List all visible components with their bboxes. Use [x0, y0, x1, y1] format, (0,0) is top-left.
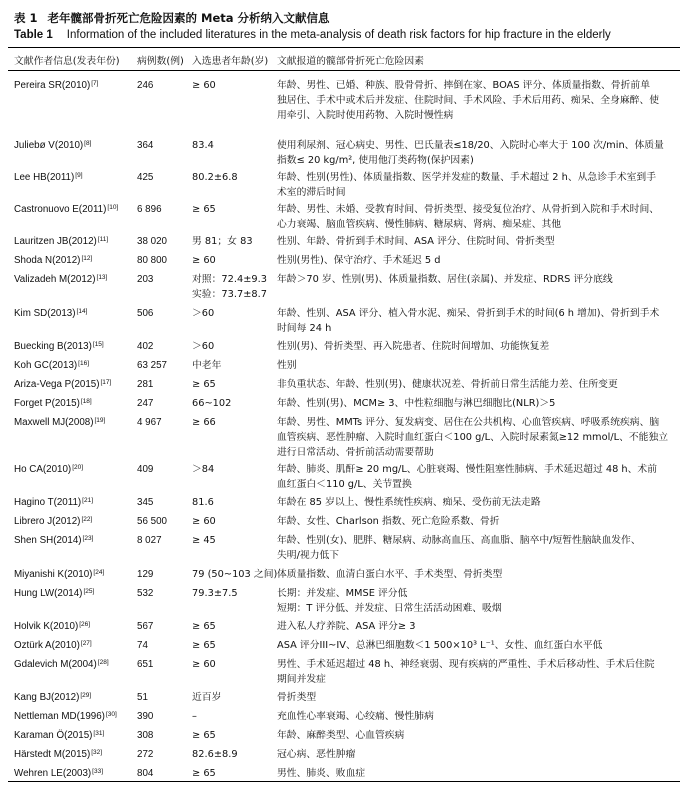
factors-line: 期间并发症	[277, 674, 326, 686]
age-line: 80.2±6.8	[192, 172, 238, 183]
author-cell	[14, 747, 134, 762]
age-line: 66~102	[192, 398, 232, 409]
factors-cell	[277, 138, 677, 168]
age-line: ＞84	[192, 464, 215, 475]
reference-number: [14]	[76, 308, 88, 315]
author-cell	[14, 396, 134, 411]
factors-cell	[277, 586, 677, 616]
factors-line: 年龄、性别(女)、肥胖、糖尿病、动脉高血压、高血脂、脑卒中/短暂性脑缺血发作、	[277, 535, 641, 546]
age-cell	[192, 377, 272, 392]
age-cell	[192, 728, 272, 743]
reference-number: [22]	[81, 516, 93, 523]
table-caption-en	[14, 29, 611, 41]
cases-cell: 247	[137, 398, 154, 409]
age-line: ≥ 45	[192, 535, 216, 546]
reference-number: [19]	[94, 417, 106, 424]
factors-line: 年龄、性别(男性)、体质量指数、医学并发症的数量、手术超过 2 h、从急诊手术室到手	[277, 172, 657, 183]
factors-line: 年龄、男性、未婚、受教育时间、骨折类型、接受复位治疗、从骨折到入院和手术时间、	[277, 204, 660, 215]
cases-cell: 402	[137, 341, 154, 352]
factors-line: 血管疾病、恶性肿瘤、入院时血红蛋白＜100 g/L、入院时尿素氮≥12 mmol/L、不能独立	[277, 432, 669, 444]
factors-cell	[277, 78, 677, 124]
cases-cell: 364	[137, 140, 154, 151]
cases-cell: 308	[137, 730, 154, 741]
reference-number: [17]	[100, 379, 112, 386]
cases-cell: 74	[137, 640, 148, 651]
factors-line: 性别(男)、骨折类型、再入院患者、住院时间增加、功能恢复差	[277, 341, 550, 352]
factors-line: 年龄在 85 岁以上、慢性系统性疾病、痴呆、受伤前无法走路	[277, 497, 541, 508]
factors-cell	[277, 766, 677, 781]
author-cell	[14, 78, 134, 93]
factors-cell	[277, 377, 677, 392]
cases-cell: 390	[137, 711, 154, 722]
age-line: 对照：72.4±9.3	[192, 274, 267, 285]
table-title-zh: 老年髋部骨折死亡危险因素的 Meta 分析纳入文献信息	[47, 11, 330, 25]
factors-line: 心力衰竭、脑血管疾病、慢性肺病、糖尿病、肾病、痴呆症、其他	[277, 219, 562, 231]
author-cell	[14, 533, 134, 548]
header-rule	[8, 70, 680, 71]
factors-line: 冠心病、恶性肿瘤	[277, 749, 356, 760]
cases-cell: 51	[137, 692, 148, 703]
age-line: ＞60	[192, 341, 215, 352]
age-cell	[192, 690, 272, 705]
author-name: Gdalevich M(2004)	[14, 659, 97, 670]
author-name: Ho CA(2010)	[14, 464, 72, 475]
author-cell	[14, 202, 134, 217]
author-cell	[14, 358, 134, 373]
reference-number: [25]	[83, 588, 95, 595]
factors-line: 时间每 24 h	[277, 323, 332, 335]
author-name: Ariza-Vega P(2015)	[14, 379, 100, 390]
factors-cell	[277, 306, 677, 336]
age-line: ≥ 60	[192, 659, 216, 670]
cases-cell: 272	[137, 749, 154, 760]
factors-line: 独居住、手术中或术后并发症、住院时间、手术风险、手术后用药、痴呆、全身麻醉、使	[277, 95, 660, 107]
factors-line: 术室的滞后时间	[277, 187, 346, 199]
factors-cell	[277, 462, 677, 492]
factors-line: 年龄、女性、Charlson 指数、死亡危险系数、骨折	[277, 516, 500, 527]
age-line: ≥ 65	[192, 640, 216, 651]
cases-cell: 804	[137, 768, 154, 779]
factors-cell	[277, 234, 677, 249]
author-cell	[14, 306, 134, 321]
reference-number: [10]	[107, 204, 119, 211]
age-line: 79.3±7.5	[192, 588, 238, 599]
cases-cell: 532	[137, 588, 154, 599]
factors-cell	[277, 728, 677, 743]
age-cell	[192, 272, 272, 302]
reference-number: [31]	[93, 730, 105, 737]
cases-cell: 506	[137, 308, 154, 319]
cases-cell: 345	[137, 497, 154, 508]
author-name: Koh GC(2013)	[14, 360, 78, 371]
author-name: Miyanishi K(2010)	[14, 569, 93, 580]
factors-line: 短期：T 评分低、并发症、日常生活活动困难、吸烟	[277, 603, 502, 615]
age-line: 81.6	[192, 497, 214, 508]
top-rule	[8, 47, 680, 48]
factors-line: 血红蛋白＜110 g/L、关节置换	[277, 479, 412, 491]
cases-cell: 6 896	[137, 204, 162, 215]
factors-line: 失明/视力低下	[277, 550, 340, 562]
reference-number: [15]	[92, 341, 104, 348]
age-line: ≥ 65	[192, 768, 216, 779]
factors-cell	[277, 358, 677, 373]
age-cell	[192, 495, 272, 510]
reference-number: [16]	[78, 360, 90, 367]
age-cell	[192, 78, 272, 93]
age-line: ≥ 60	[192, 516, 216, 527]
author-name: Juliebø V(2010)	[14, 140, 84, 151]
cases-cell: 425	[137, 172, 154, 183]
author-cell	[14, 138, 134, 153]
author-name: Lauritzen JB(2012)	[14, 236, 97, 247]
age-line: ≥ 60	[192, 255, 216, 266]
author-name: Pereira SR(2010)	[14, 80, 91, 91]
factors-cell	[277, 690, 677, 705]
age-line: –	[192, 711, 197, 722]
author-name: Shoda N(2012)	[14, 255, 81, 266]
age-cell	[192, 586, 272, 601]
factors-line: 体质量指数、血清白蛋白水平、手术类型、骨折类型	[277, 569, 503, 580]
age-cell	[192, 234, 272, 249]
factors-line: 年龄、肺炎、肌酐≥ 20 mg/L、心脏衰竭、慢性阻塞性肺病、手术延迟超过 48 h、术前	[277, 464, 658, 475]
factors-line: 年龄、男性、已婚、种族、股骨骨折、摔倒在家、BOAS 评分、体质量指数、骨折前单	[277, 80, 651, 91]
age-line: ≥ 66	[192, 417, 216, 428]
cases-cell: 651	[137, 659, 154, 670]
author-name: Maxwell MJ(2008)	[14, 417, 94, 428]
age-line: 82.6±8.9	[192, 749, 238, 760]
reference-number: [12]	[81, 255, 93, 262]
factors-line: 年龄、麻醉类型、心血管疾病	[277, 730, 405, 741]
factors-line: 年龄＞70 岁、性别(男)、体质量指数、居住(亲属)、并发症、RDRS 评分底线	[277, 274, 613, 285]
age-cell	[192, 358, 272, 373]
author-name: Kim SD(2013)	[14, 308, 76, 319]
age-line: 男 81；女 83	[192, 236, 253, 247]
factors-cell	[277, 339, 677, 354]
age-cell	[192, 619, 272, 634]
factors-cell	[277, 638, 677, 653]
cases-cell: 8 027	[137, 535, 162, 546]
factors-cell	[277, 415, 677, 461]
author-cell	[14, 690, 134, 705]
author-name: Buecking B(2013)	[14, 341, 92, 352]
author-name: Oztürk A(2010)	[14, 640, 80, 651]
reference-number: [27]	[80, 640, 92, 647]
factors-cell	[277, 747, 677, 762]
header-age: 入选患者年龄(岁)	[192, 56, 269, 67]
factors-line: 指数≤ 20 kg/m², 使用他汀类药物(保护因素)	[277, 155, 474, 167]
factors-line: 年龄、性别、ASA 评分、植入骨水泥、痴呆、骨折到手术的时间(6 h 增加)、骨折到手术	[277, 308, 660, 319]
author-name: Librero J(2012)	[14, 516, 81, 527]
author-cell	[14, 462, 134, 477]
reference-number: [11]	[97, 236, 109, 243]
factors-line: 骨折类型	[277, 692, 317, 703]
age-cell	[192, 766, 272, 781]
author-cell	[14, 170, 134, 185]
age-cell	[192, 415, 272, 430]
cases-cell: 80 800	[137, 255, 167, 266]
age-line: ≥ 65	[192, 730, 216, 741]
author-name: Kang BJ(2012)	[14, 692, 80, 703]
age-line: ≥ 60	[192, 80, 216, 91]
factors-line: 进行日常活动、骨折前活动需要帮助	[277, 447, 434, 459]
cases-cell: 38 020	[137, 236, 167, 247]
reference-number: [30]	[105, 711, 117, 718]
factors-cell	[277, 272, 677, 287]
age-line: ＞60	[192, 308, 215, 319]
age-line: ≥ 65	[192, 379, 216, 390]
author-name: Valizadeh M(2012)	[14, 274, 96, 285]
age-cell	[192, 138, 272, 153]
factors-line: 用牵引、入院时使用药物、入院时慢性病	[277, 110, 454, 122]
factors-cell	[277, 533, 677, 563]
reference-number: [24]	[93, 569, 105, 576]
table-title-en: Information of the included literatures in the meta-analysis of death risk factors for hip fracture in the elderly	[66, 29, 611, 41]
author-cell	[14, 709, 134, 724]
author-cell	[14, 234, 134, 249]
author-name: Castronuovo E(2011)	[14, 204, 107, 215]
reference-number: [7]	[91, 80, 99, 87]
age-line: 79 (50~103 之间)	[192, 569, 278, 580]
age-cell	[192, 567, 278, 582]
age-line: ≥ 65	[192, 621, 216, 632]
factors-line: 性别(男性)、保守治疗、手术延迟 5 d	[277, 255, 441, 266]
age-line: 中老年	[192, 360, 222, 371]
age-cell	[192, 396, 272, 411]
factors-line: 使用利尿剂、冠心病史、男性、巴氏量表≤18/20、入院时心率大于 100 次/min、体质量	[277, 140, 664, 151]
author-name: Lee HB(2011)	[14, 172, 75, 183]
cases-cell: 129	[137, 569, 154, 580]
factors-line: 男性、肺炎、败血症	[277, 768, 366, 779]
factors-line: 充血性心率衰竭、心绞痛、慢性肺病	[277, 711, 434, 722]
author-cell	[14, 619, 134, 634]
author-cell	[14, 586, 134, 601]
factors-cell	[277, 495, 677, 510]
factors-cell	[277, 657, 677, 687]
author-cell	[14, 766, 134, 781]
age-cell	[192, 709, 272, 724]
author-cell	[14, 377, 134, 392]
table-number-en: Table 1	[14, 29, 53, 41]
author-cell	[14, 272, 134, 287]
factors-line: 性别	[277, 360, 297, 371]
author-cell	[14, 728, 134, 743]
cases-cell: 246	[137, 80, 154, 91]
factors-line: 年龄、性别(男)、MCM≥ 3、中性粒细胞与淋巴细胞比(NLR)＞5	[277, 398, 556, 409]
cases-cell: 4 967	[137, 417, 162, 428]
author-cell	[14, 567, 134, 582]
reference-number: [18]	[80, 398, 92, 405]
reference-number: [32]	[91, 749, 103, 756]
factors-line: 进入私人疗养院、ASA 评分≥ 3	[277, 621, 416, 632]
author-name: Shen SH(2014)	[14, 535, 82, 546]
age-line: 近百岁	[192, 692, 222, 703]
age-cell	[192, 533, 272, 548]
age-cell	[192, 657, 272, 672]
author-name: Härstedt M(2015)	[14, 749, 91, 760]
reference-number: [28]	[97, 659, 109, 666]
author-cell	[14, 253, 134, 268]
cases-cell: 567	[137, 621, 154, 632]
reference-number: [33]	[92, 768, 103, 775]
table-number-zh: 表 1	[14, 11, 38, 25]
cases-cell: 203	[137, 274, 154, 285]
cases-cell: 409	[137, 464, 154, 475]
reference-number: [13]	[96, 274, 108, 281]
header-factors: 文献报道的髋部骨折死亡危险因素	[277, 56, 424, 67]
author-name: Hung LW(2014)	[14, 588, 83, 599]
cases-cell: 56 500	[137, 516, 167, 527]
age-cell	[192, 462, 272, 477]
factors-cell	[277, 619, 677, 634]
author-cell	[14, 415, 134, 430]
age-cell	[192, 253, 272, 268]
reference-number: [20]	[72, 464, 84, 471]
header-author: 文献作者信息(发表年份)	[14, 56, 120, 67]
factors-cell	[277, 709, 677, 724]
factors-cell	[277, 567, 677, 582]
factors-line: 非负重状态、年龄、性别(男)、健康状况差、骨折前日常生活能力差、住所变更	[277, 379, 618, 390]
author-cell	[14, 514, 134, 529]
reference-number: [21]	[82, 497, 94, 504]
factors-line: ASA 评分III~IV、总淋巴细胞数＜1 500×10³ L⁻¹、女性、血红蛋白水平低	[277, 640, 603, 651]
cases-cell: 63 257	[137, 360, 167, 371]
table-caption-zh	[14, 10, 330, 26]
age-cell	[192, 638, 272, 653]
factors-line: 长期：并发症、MMSE 评分低	[277, 588, 408, 599]
reference-number: [29]	[80, 692, 92, 699]
reference-number: [26]	[79, 621, 91, 628]
factors-cell	[277, 170, 677, 200]
age-line: 83.4	[192, 140, 214, 151]
age-line: ≥ 65	[192, 204, 216, 215]
factors-cell	[277, 396, 677, 411]
bottom-rule	[8, 781, 680, 782]
factors-line: 男性、手术延迟超过 48 h、神经衰弱、现有疾病的严重性、手术后移动性、手术后住院	[277, 659, 655, 670]
author-name: Karaman Ö(2015)	[14, 730, 93, 741]
age-cell	[192, 170, 272, 185]
author-cell	[14, 657, 134, 672]
age-line: 实验：73.7±8.7	[192, 289, 267, 301]
author-name: Forget P(2015)	[14, 398, 80, 409]
author-cell	[14, 638, 134, 653]
factors-cell	[277, 514, 677, 529]
age-cell	[192, 306, 272, 321]
cases-cell: 281	[137, 379, 154, 390]
factors-cell	[277, 202, 677, 232]
header-cases: 病例数(例)	[137, 56, 184, 67]
author-cell	[14, 339, 134, 354]
age-cell	[192, 747, 272, 762]
factors-line: 性别、年龄、骨折到手术时间、ASA 评分、住院时间、骨折类型	[277, 236, 555, 247]
age-cell	[192, 339, 272, 354]
author-name: Wehren LE(2003)	[14, 768, 92, 779]
reference-number: [9]	[75, 172, 83, 179]
author-name: Hagino T(2011)	[14, 497, 82, 508]
age-cell	[192, 514, 272, 529]
reference-number: [23]	[82, 535, 94, 542]
factors-cell	[277, 253, 677, 268]
age-cell	[192, 202, 272, 217]
factors-line: 年龄、男性、MMTs 评分、复发病变、居住在公共机构、心血管疾病、呼吸系统疾病、脑	[277, 417, 660, 428]
author-cell	[14, 495, 134, 510]
author-name: Holvik K(2010)	[14, 621, 79, 632]
author-name: Nettleman MD(1996)	[14, 711, 105, 722]
reference-number: [8]	[84, 140, 92, 147]
